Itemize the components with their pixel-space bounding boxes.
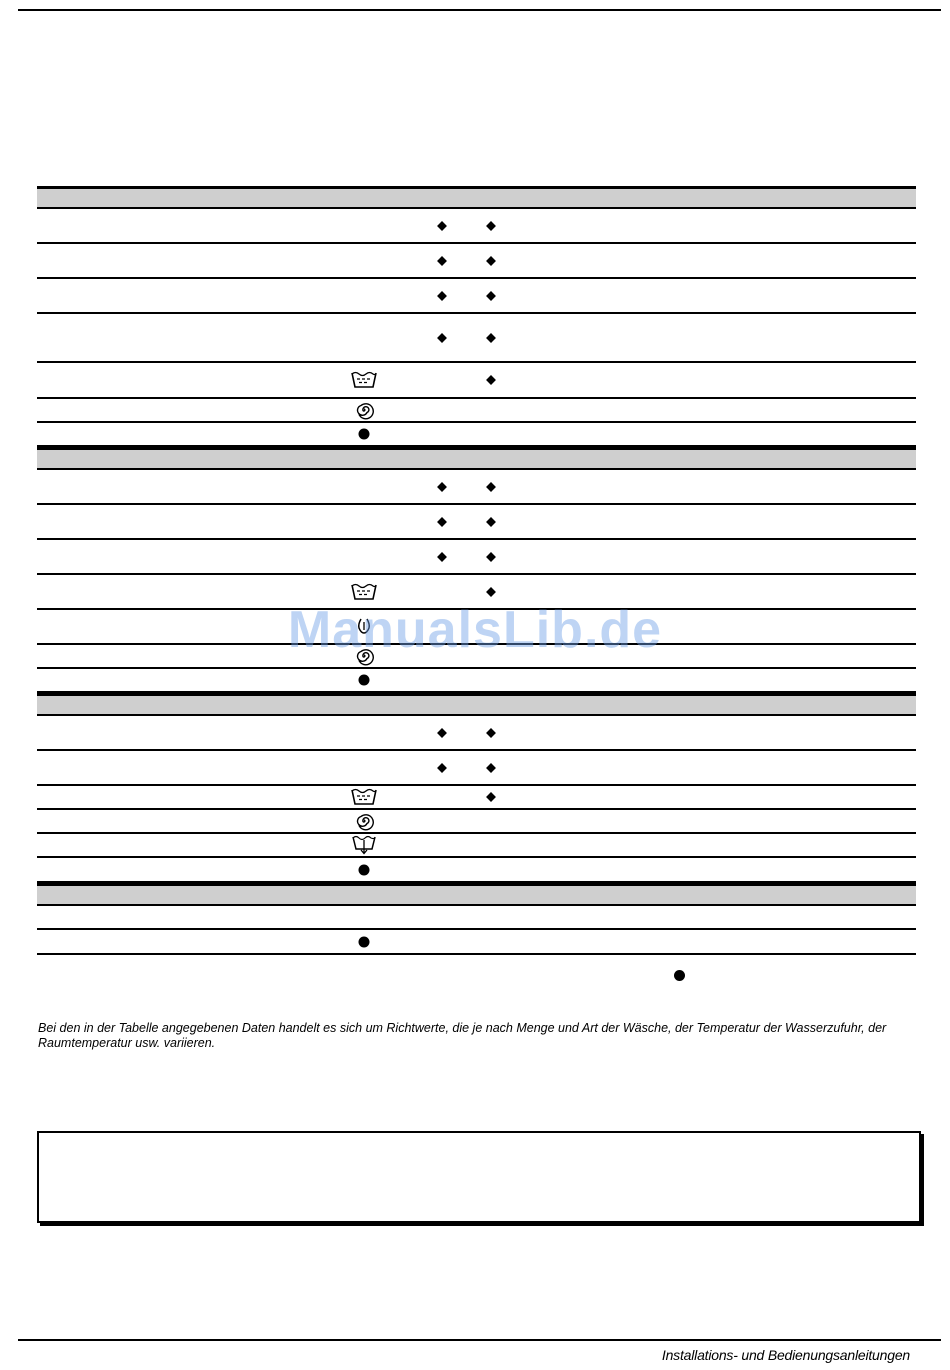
spin-spiral-icon — [354, 811, 374, 831]
filled-circle-icon — [359, 675, 370, 686]
wash-tub-icon — [351, 788, 377, 806]
table-row — [37, 751, 916, 786]
table-row — [37, 540, 916, 575]
footnote: Bei den in der Tabelle angegebenen Daten handelt es sich um Richtwerte, die je nach Menge und Art der Wäsche, der Temperatur der Wasserzufuhr, der Raumtemperatur usw. variieren. — [38, 1021, 887, 1050]
bottom-rule — [18, 1339, 941, 1341]
table-row — [37, 669, 916, 693]
diamond-bullet-icon — [488, 222, 495, 229]
section-header — [37, 186, 916, 209]
table-row — [37, 810, 916, 834]
table-row — [37, 399, 916, 423]
filled-circle-icon — [359, 936, 370, 947]
diamond-bullet-icon — [488, 729, 495, 736]
table-row — [37, 279, 916, 314]
diamond-bullet-icon — [488, 764, 495, 771]
diamond-bullet-icon — [488, 257, 495, 264]
diamond-bullet-icon — [488, 588, 495, 595]
table-row — [37, 906, 916, 930]
spin-spiral-icon — [354, 400, 374, 420]
diamond-bullet-icon — [439, 729, 446, 736]
diamond-bullet-icon — [439, 222, 446, 229]
wash-tub-icon — [351, 371, 377, 389]
diamond-bullet-icon — [439, 518, 446, 525]
diamond-bullet-icon — [488, 292, 495, 299]
table-row — [37, 314, 916, 363]
table-row — [37, 470, 916, 505]
table-row — [37, 209, 916, 244]
diamond-bullet-icon — [488, 518, 495, 525]
diamond-bullet-icon — [439, 764, 446, 771]
diamond-bullet-icon — [488, 483, 495, 490]
diamond-bullet-icon — [439, 334, 446, 341]
table-row — [37, 423, 916, 447]
footer-text: Installations- und Bedienungsanleitungen — [661, 1347, 910, 1363]
filled-circle-icon — [359, 864, 370, 875]
table-row — [37, 244, 916, 279]
section-header — [37, 883, 916, 906]
diamond-bullet-icon — [488, 377, 495, 384]
diamond-bullet-icon — [439, 292, 446, 299]
table-row — [37, 505, 916, 540]
diamond-bullet-icon — [439, 483, 446, 490]
table-row — [37, 930, 916, 955]
drain-icon — [352, 835, 376, 855]
filled-circle-icon — [674, 970, 685, 981]
program-table — [37, 186, 916, 955]
table-row — [37, 786, 916, 810]
table-row — [37, 834, 916, 858]
section-header — [37, 447, 916, 470]
notice-box — [37, 1131, 921, 1223]
diamond-bullet-icon — [439, 553, 446, 560]
diamond-bullet-icon — [439, 257, 446, 264]
table-row — [37, 858, 916, 883]
diamond-bullet-icon — [488, 553, 495, 560]
wash-tub-icon — [351, 583, 377, 601]
diamond-bullet-icon — [488, 794, 495, 801]
watermark: ManualsLib.de — [287, 601, 663, 659]
section-header — [37, 693, 916, 716]
table-row — [37, 363, 916, 399]
table-row — [37, 716, 916, 751]
diamond-bullet-icon — [488, 334, 495, 341]
filled-circle-icon — [359, 429, 370, 440]
top-rule — [18, 9, 941, 11]
